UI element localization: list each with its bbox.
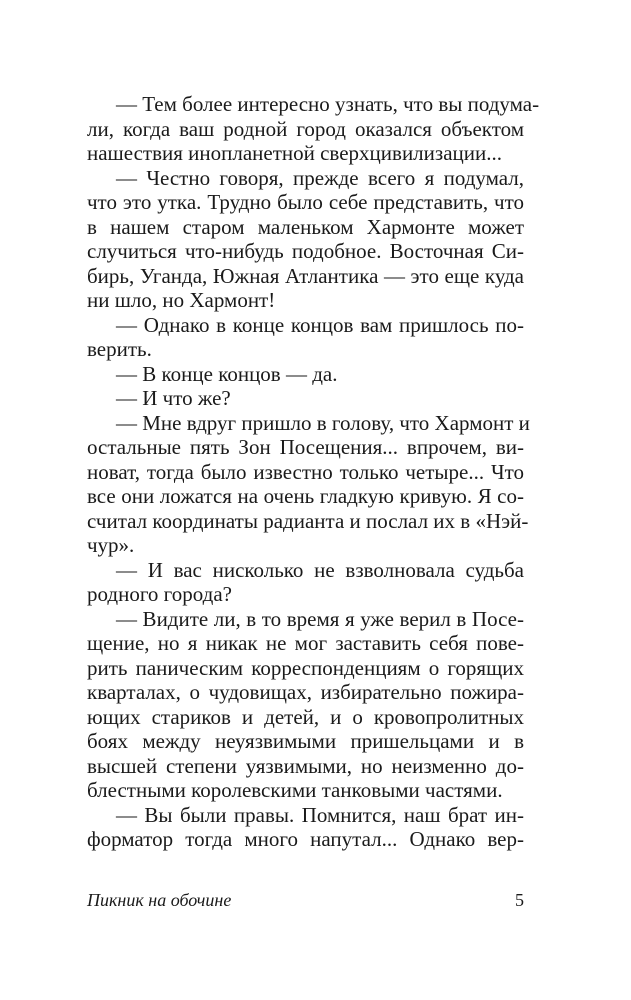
text-line: ни шло, но Хармонт! <box>87 288 276 312</box>
text-line: что это утка. Трудно было себе представить, что <box>87 190 524 214</box>
text-line: в нашем старом маленьком Хармонте может <box>87 214 524 239</box>
page-number: 5 <box>515 890 524 910</box>
text-line: — Честно говоря, прежде всего я подумал, <box>116 165 524 190</box>
text-line: — Тем более интересно узнать, что вы подума- <box>116 92 540 116</box>
text-line: нашествия инопланетной сверхцивилизации... <box>87 141 502 165</box>
text-line: кварталах, о чудовищах, избирательно пожира- <box>87 680 524 704</box>
text-line: — И вас нисколько не взволновала судьба <box>116 557 524 582</box>
text-line: щение, но я никак не мог заставить себя пове- <box>87 631 524 655</box>
text-line: — Мне вдруг пришло в голову, что Хармонт и <box>116 410 530 435</box>
text-line: — Видите ли, в то время я уже верил в Посе- <box>116 606 524 631</box>
text-line: случиться что-нибудь подобное. Восточная Си- <box>87 239 524 263</box>
text-line: родного города? <box>87 582 232 606</box>
text-line: — Однако в конце концов вам пришлось по- <box>116 312 524 337</box>
text-line: бирь, Уганда, Южная Атлантика — это еще куда <box>87 263 524 288</box>
text-line: считал координаты радианта и послал их в «Нэй- <box>87 508 529 533</box>
text-line: остальные пять Зон Посещения... впрочем, ви- <box>87 435 524 459</box>
text-line: ющих стариков и детей, и о кровопролитных <box>87 704 524 729</box>
text-line: блестными королевскими танковыми частями. <box>87 778 503 802</box>
text-line: — Вы были правы. Помнится, наш брат ин- <box>116 802 524 827</box>
text-line: высшей степени уязвимыми, но неизменно до- <box>87 753 524 778</box>
text-line: чур». <box>87 533 135 557</box>
text-line: все они ложатся на очень гладкую кривую. Я со- <box>87 484 524 508</box>
text-line: форматор тогда много напутал... Однако вер- <box>87 827 524 851</box>
text-line: — В конце концов — да. <box>116 361 338 386</box>
text-line: ли, когда ваш родной город оказался объектом <box>87 116 524 141</box>
text-line: боях между неуязвимыми пришельцами и в <box>87 729 524 753</box>
running-title: Пикник на обочине <box>87 890 232 910</box>
text-line: новат, тогда было известно только четыре... Что <box>87 459 524 484</box>
text-line: верить. <box>87 337 152 361</box>
page-footer <box>87 890 524 914</box>
page-text <box>87 92 540 852</box>
text-line: — И что же? <box>116 386 231 410</box>
text-line: рить паническим корреспонденциям о горящих <box>87 655 524 680</box>
